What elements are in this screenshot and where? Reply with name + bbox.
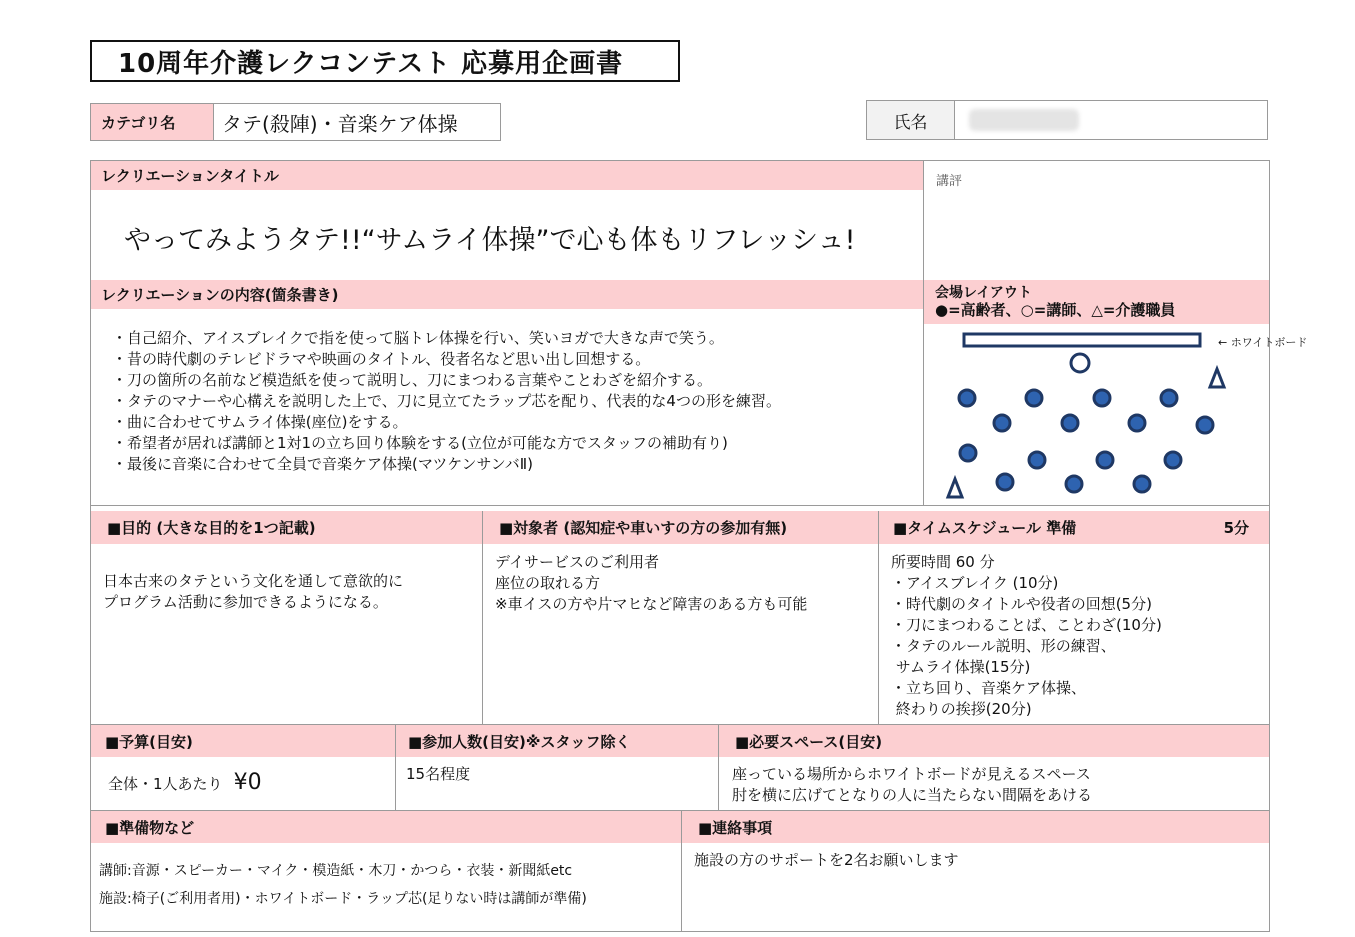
layout-label: 会場レイアウト xyxy=(935,285,1032,301)
budget-amount: ¥0 xyxy=(233,770,262,795)
senior-marker xyxy=(994,415,1010,431)
senior-marker xyxy=(1134,476,1150,492)
content-item: ・自己紹介、アイスブレイクで指を使って脳トレ体操を行い、笑いヨガで大きな声で笑う。 xyxy=(112,329,724,347)
participants-value: 15名程度 xyxy=(406,765,471,783)
col-divider xyxy=(395,725,396,810)
page-title-box xyxy=(90,40,680,82)
schedule-value: 所要時間 60 分 ・アイスブレイク (10分) ・時代劇のタイトルや役者の回想(5分) ・刀にまつわることば、ことわざ(10分) ・タテのルール説明、形の練習、 サムライ体操(15分) ・立ち回り、音楽ケア体操、 終わりの挨拶(20分) xyxy=(891,553,1162,718)
category-label: カテゴリ名 xyxy=(90,103,214,141)
category-value-box xyxy=(213,103,501,141)
senior-marker xyxy=(960,445,976,461)
senior-marker xyxy=(1097,452,1113,468)
col-divider xyxy=(681,811,682,931)
review-label: 講評 xyxy=(936,174,963,189)
senior-marker xyxy=(1161,390,1177,406)
name-label: 氏名 xyxy=(866,100,955,140)
contact-value: 施設の方のサポートを2名お願いします xyxy=(694,851,959,869)
staff-marker xyxy=(1210,369,1224,387)
schedule-prep: 5分 xyxy=(1223,519,1249,537)
whiteboard-label: ← ホワイトボード xyxy=(1218,336,1308,349)
layout-diagram xyxy=(930,326,1268,502)
content-label: レクリエーションの内容(箇条書き) xyxy=(91,280,923,309)
budget-prefix: 全体・1人あたり xyxy=(108,775,223,793)
senior-marker xyxy=(1026,390,1042,406)
layout-header xyxy=(924,280,1269,324)
content-item: ・昔の時代劇のテレビドラマや映画のタイトル、役者名など思い出し回想する。 xyxy=(112,350,651,368)
budget-value xyxy=(108,770,262,795)
name-value-box xyxy=(954,100,1268,140)
materials-line: 講師:音源・スピーカー・マイク・模造紙・木刀・かつら・衣装・新聞紙etc xyxy=(99,863,573,879)
content-item: ・曲に合わせてサムライ体操(座位)をする。 xyxy=(112,413,408,431)
content-item: ・刀の箇所の名前など模造紙を使って説明し、刀にまつわる言葉やことわざを紹介する。 xyxy=(112,371,713,389)
senior-marker xyxy=(959,390,975,406)
contact-label: ■連絡事項 xyxy=(682,811,1269,843)
senior-marker xyxy=(1165,452,1181,468)
col-divider xyxy=(878,511,879,725)
staff-marker xyxy=(948,479,962,497)
schedule-header xyxy=(879,511,1269,544)
schedule-label: ■タイムスケジュール 準備 xyxy=(893,519,1077,537)
senior-marker xyxy=(1062,415,1078,431)
participants-label: ■参加人数(目安)※スタッフ除く xyxy=(396,725,718,757)
purpose-value: 日本古来のタテという文化を通して意欲的に プログラム活動に参加できるようになる。 xyxy=(103,572,404,611)
senior-marker xyxy=(1197,417,1213,433)
category-value: タテ(殺陣)・音楽ケア体操 xyxy=(222,111,458,136)
page-title: 10周年介護レクコンテスト 応募用企画書 xyxy=(118,48,624,79)
instructor-marker xyxy=(1071,354,1089,372)
content-item: ・希望者が居れば講師と1対1の立ち回り体験をする(立位が可能な方でスタッフの補助有り) xyxy=(112,434,728,452)
target-value: デイサービスのご利用者 座位の取れる方 ※車イスの方や片マヒなど障害のある方も可能 xyxy=(495,553,808,613)
content-item: ・タテのマナーや心構えを説明した上で、刀に見立てたラップ芯を配り、代表的な4つの形を練習。 xyxy=(112,392,781,410)
content-list xyxy=(112,328,917,475)
layout-legend: ●=高齢者、○=講師、△=介護職員 xyxy=(935,301,1176,319)
target-label: ■対象者 (認知症や車いすの方の参加有無) xyxy=(483,511,878,544)
rec-title-value: やってみようタテ!!“サムライ体操”で心も体もリフレッシュ! xyxy=(124,225,856,256)
space-value: 座っている場所からホワイトボードが見えるスペース 肘を横に広げてとなりの人に当たらない間隔をあける xyxy=(732,765,1093,804)
senior-marker xyxy=(1029,452,1045,468)
senior-marker xyxy=(1129,415,1145,431)
materials-line: 施設:椅子(ご利用者用)・ホワイトボード・ラップ芯(足りない時は講師が準備) xyxy=(99,891,587,907)
budget-label: ■予算(目安) xyxy=(91,725,395,757)
whiteboard-shape xyxy=(964,334,1200,346)
purpose-label: ■目的 (大きな目的を1つ記載) xyxy=(91,511,482,544)
name-blurred xyxy=(969,109,1079,131)
col-divider xyxy=(718,725,719,810)
right-column-divider xyxy=(923,161,924,505)
rec-title-label: レクリエーションタイトル xyxy=(91,161,923,190)
senior-marker xyxy=(1094,390,1110,406)
senior-marker xyxy=(1066,476,1082,492)
content-item: ・最後に音楽に合わせて全員で音楽ケア体操(マツケンサンバⅡ) xyxy=(112,455,533,473)
col-divider xyxy=(482,511,483,725)
materials-label: ■準備物など xyxy=(91,811,681,843)
senior-marker xyxy=(997,474,1013,490)
space-label: ■必要スペース(目安) xyxy=(719,725,1269,757)
row-divider xyxy=(91,505,1269,506)
